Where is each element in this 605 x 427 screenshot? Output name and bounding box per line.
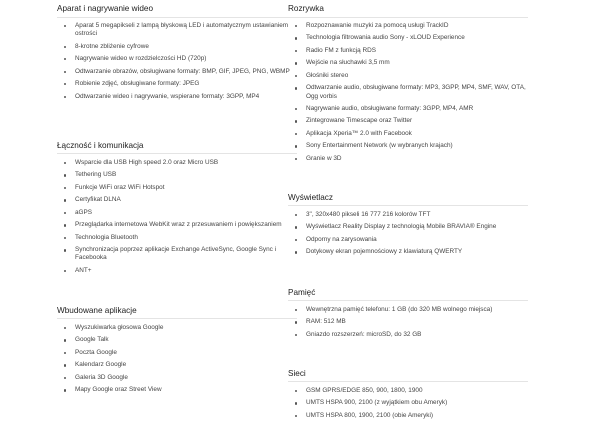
bullet-icon (64, 389, 66, 391)
bullet-icon (64, 58, 66, 60)
bullet-icon (64, 25, 66, 27)
section-title: Wbudowane aplikacje (57, 306, 137, 315)
spec-list-item (57, 374, 297, 382)
spec-item-text: Aplikacja Xperia™ 2.0 with Facebook (306, 129, 412, 137)
spec-item-text: Rozpoznawanie muzyki za pomocą usługi TrackID (306, 22, 449, 29)
spec-list-item (288, 34, 528, 42)
spec-item-text: Synchronizacja poprzez aplikacje Exchange ActiveSync, Google Sync i Facebooka (75, 246, 277, 262)
bullet-icon (64, 364, 66, 366)
spec-item-text: Wyszukiwarka głosowa Google (75, 324, 164, 331)
spec-item-text: Wyświetlacz Reality Display z technologią Mobile BRAVIA® Engine (306, 223, 497, 231)
spec-list-item (57, 184, 297, 192)
spec-list-item (288, 47, 528, 55)
spec-list-item (288, 105, 528, 113)
spec-item-text: Granie w 3D (306, 154, 342, 162)
spec-list-item (57, 386, 297, 394)
spec-list-item (288, 399, 528, 407)
spec-list-item (288, 84, 528, 100)
spec-list-item (288, 236, 528, 244)
bullet-icon (64, 212, 66, 214)
bullet-icon (64, 71, 66, 73)
spec-list-item (57, 267, 297, 275)
bullet-icon (295, 226, 297, 228)
spec-list (57, 159, 297, 279)
spec-list-item (288, 318, 528, 326)
spec-list-item (288, 59, 528, 67)
spec-list-item (288, 211, 528, 219)
spec-item-text: Odtwarzanie wideo i nagrywanie, wspierane formaty: 3GPP, MP4 (75, 92, 260, 100)
spec-item-text: RAM: 512 MB (306, 318, 346, 326)
bullet-icon (295, 25, 297, 27)
bullet-icon (64, 270, 66, 272)
spec-item-text: Wewnętrzna pamięć telefonu: 1 GB (do 320 MB wolnego miejsca) (306, 306, 493, 313)
spec-list-item (57, 221, 297, 229)
spec-item-text: Tethering USB (75, 171, 117, 179)
spec-list (57, 324, 297, 399)
spec-list (288, 211, 528, 261)
bullet-icon (295, 62, 297, 64)
bullet-icon (295, 37, 297, 39)
spec-item-text: Odtwarzanie obrazów, obsługiwane formaty: BMP, GIF, JPEG, PNG, WBMP (75, 67, 290, 75)
spec-item-text: Wejście na słuchawki 3,5 mm (306, 59, 390, 67)
spec-item-text: Wsparcie dla USB High speed 2.0 oraz Micro USB (75, 159, 219, 166)
spec-item-text: Nagrywanie audio, obsługiwane formaty: 3GPP, MP4, AMR (306, 105, 474, 112)
spec-list-item (57, 22, 297, 38)
bullet-icon (295, 133, 297, 135)
bullet-icon (64, 162, 66, 164)
spec-item-text: Technologia Bluetooth (75, 233, 138, 241)
spec-item-text: 8-krotne zbliżenie cyfrowe (75, 42, 149, 50)
bullet-icon (64, 339, 66, 341)
spec-list (288, 22, 528, 167)
bullet-icon (295, 309, 297, 311)
spec-list-item (57, 171, 297, 179)
spec-item-text: UMTS HSPA 900, 2100 (z wyjątkiem obu Ameryk) (306, 399, 448, 407)
spec-list-item (288, 142, 528, 150)
section-title: Rozrywka (288, 4, 324, 13)
spec-list-item (288, 223, 528, 231)
spec-list-item (57, 209, 297, 217)
section-title: Wyświetlacz (288, 193, 333, 202)
spec-item-text: Google Talk (75, 336, 109, 344)
spec-item-text: GSM GPRS/EDGE 850, 900, 1800, 1900 (306, 387, 423, 394)
spec-item-text: Kalendarz Google (75, 361, 127, 369)
bullet-icon (64, 199, 66, 201)
section-divider (57, 153, 297, 154)
bullet-icon (64, 352, 66, 354)
spec-item-text: 3", 320x480 pikseli 16 777 216 kolorów TFT (306, 211, 431, 218)
spec-item-text: Nagrywanie wideo w rozdzielczości HD (720p) (75, 55, 207, 63)
bullet-icon (295, 145, 297, 147)
spec-item-text: Odtwarzanie audio, obsługiwane formaty: MP3, 3GPP, MP4, SMF, WAV, OTA, Ogg vorbis (306, 84, 526, 100)
section-title: Łączność i komunikacja (57, 141, 144, 150)
section-divider (57, 318, 297, 319)
spec-item-text: Technologia filtrowania audio Sony - xLOUD Experience (306, 34, 465, 42)
spec-list-item (288, 117, 528, 125)
spec-list-item (288, 331, 528, 339)
spec-item-text: Certyfikat DLNA (75, 196, 121, 204)
bullet-icon (295, 50, 297, 52)
spec-list-item (288, 22, 528, 30)
spec-list-item (57, 196, 297, 204)
spec-list-item (57, 324, 297, 332)
section-divider (288, 205, 528, 206)
spec-item-text: Gniazdo rozszerzeń: microSD, do 32 GB (306, 330, 422, 338)
spec-list-item (288, 72, 528, 80)
spec-list (288, 387, 528, 424)
section-divider (288, 381, 528, 382)
bullet-icon (64, 237, 66, 239)
bullet-icon (295, 120, 297, 122)
bullet-icon (295, 158, 297, 160)
section-title: Aparat i nagrywanie wideo (57, 4, 154, 13)
spec-list-item (57, 93, 297, 101)
spec-list-item (57, 336, 297, 344)
spec-item-text: Robienie zdjęć, obsługiwane formaty: JPEG (75, 80, 200, 88)
bullet-icon (295, 334, 297, 336)
spec-list-item (288, 412, 528, 420)
bullet-icon (295, 402, 297, 404)
spec-item-text: Galeria 3D Google (75, 373, 128, 381)
spec-list (288, 306, 528, 343)
spec-list-item (57, 68, 297, 76)
spec-list-item (57, 246, 297, 262)
spec-item-text: UMTS HSPA 800, 1900, 2100 (obie Ameryki) (306, 411, 434, 419)
spec-item-text: Funkcje WiFi oraz WiFi Hotspot (75, 183, 165, 191)
spec-list-item (57, 159, 297, 167)
bullet-icon (64, 83, 66, 85)
spec-list-item (57, 234, 297, 242)
spec-item-text: Mapy Google oraz Street View (75, 386, 162, 394)
spec-list-item (57, 55, 297, 63)
bullet-icon (64, 377, 66, 379)
spec-item-text: Odporny na zarysowania (306, 235, 377, 243)
spec-item-text: Zintegrowane Timescape oraz Twitter (306, 117, 413, 125)
spec-item-text: ANT+ (75, 266, 92, 274)
spec-item-text: Głośniki stereo (306, 71, 349, 79)
section-title: Pamięć (288, 288, 316, 297)
spec-list-item (57, 43, 297, 51)
section-divider (288, 300, 528, 301)
spec-item-text: Radio FM z funkcją RDS (306, 46, 376, 54)
bullet-icon (295, 321, 297, 323)
bullet-icon (295, 108, 297, 110)
spec-item-text: Aparat 5 megapikseli z lampą błyskową LED i automatycznym ustawianiem ostrości (75, 22, 289, 38)
bullet-icon (64, 174, 66, 176)
spec-list-item (288, 248, 528, 256)
section-divider (288, 17, 528, 18)
bullet-icon (64, 96, 66, 98)
spec-item-text: Przeglądarka internetowa WebKit wraz z przesuwaniem i powiększaniem (75, 221, 282, 229)
bullet-icon (64, 187, 66, 189)
section-divider (57, 17, 297, 18)
bullet-icon (64, 249, 66, 251)
spec-item-text: Sony Entertainment Network (w wybranych krajach) (306, 142, 453, 150)
bullet-icon (64, 224, 66, 226)
bullet-icon (64, 46, 66, 48)
spec-item-text: Poczta Google (75, 348, 117, 356)
bullet-icon (64, 327, 66, 329)
spec-list-item (288, 130, 528, 138)
section-title: Sieci (288, 369, 306, 378)
bullet-icon (295, 214, 297, 216)
spec-list-item (288, 387, 528, 395)
spec-list (57, 22, 297, 105)
spec-list-item (288, 155, 528, 163)
spec-list-item (57, 349, 297, 357)
bullet-icon (295, 415, 297, 417)
spec-list-item (57, 361, 297, 369)
bullet-icon (295, 239, 297, 241)
spec-list-item (288, 306, 528, 314)
spec-item-text: Dotykowy ekran pojemnościowy z klawiaturą QWERTY (306, 248, 463, 256)
bullet-icon (295, 251, 297, 253)
bullet-icon (295, 87, 297, 89)
bullet-icon (295, 390, 297, 392)
spec-item-text: aGPS (75, 208, 93, 216)
bullet-icon (295, 75, 297, 77)
spec-list-item (57, 80, 297, 88)
